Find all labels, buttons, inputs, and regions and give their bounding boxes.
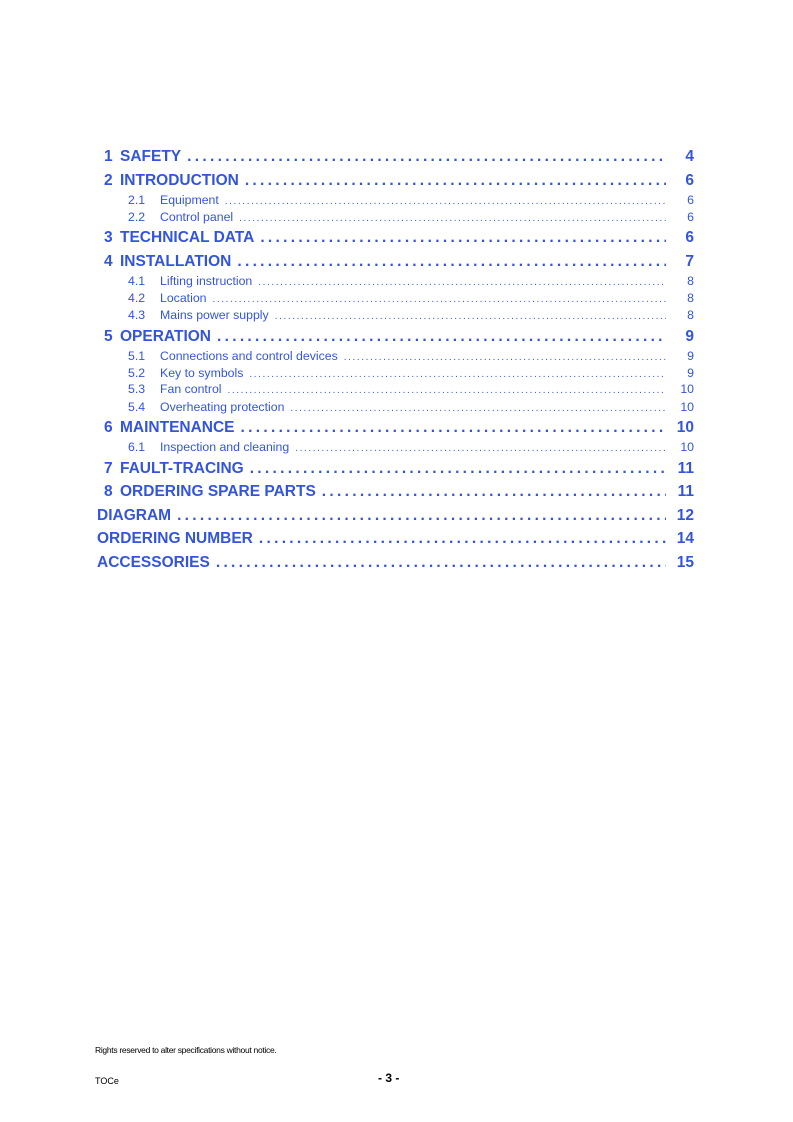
dot-leader: [216, 554, 666, 572]
toc-entry-title: Key to symbols: [160, 366, 244, 380]
toc-entry-number: 5.2: [128, 366, 146, 380]
toc-entry[interactable]: [0, 308, 793, 324]
dot-leader: [187, 148, 666, 166]
toc-entry[interactable]: [0, 419, 793, 439]
toc-entry-page: 7: [685, 253, 694, 270]
dot-leader: [249, 369, 666, 380]
toc-entry[interactable]: [0, 193, 793, 209]
dot-leader: [290, 403, 666, 414]
dot-leader: [237, 253, 666, 271]
toc-entry-title: INSTALLATION: [120, 253, 232, 270]
toc-entry[interactable]: [0, 328, 793, 348]
toc-entry[interactable]: [0, 229, 793, 249]
dot-leader: [217, 328, 666, 346]
toc-entry-page: 15: [676, 554, 694, 571]
toc-entry[interactable]: [0, 507, 793, 527]
dot-leader: [213, 294, 667, 305]
dot-leader: [260, 229, 666, 247]
dot-leader: [250, 460, 666, 478]
toc-entry-title: ORDERING NUMBER: [97, 530, 253, 547]
dot-leader: [241, 419, 666, 437]
toc-entry-link[interactable]: [104, 328, 694, 346]
toc-entry-title: Mains power supply: [160, 308, 269, 322]
toc-entry-title: Fan control: [160, 382, 222, 396]
toc-entry-page: 6: [685, 172, 694, 189]
document-code: TOCe: [95, 1076, 119, 1086]
toc-entry-link[interactable]: [97, 554, 694, 572]
toc-entry-link[interactable]: [104, 253, 694, 271]
toc-entry-page: 14: [676, 530, 694, 547]
toc-entry[interactable]: [0, 274, 793, 290]
toc-entry-number: 1: [104, 148, 113, 165]
toc-entry-title: Control panel: [160, 210, 234, 224]
toc-entry-number: 5.3: [128, 382, 146, 396]
dot-leader: [322, 483, 666, 501]
toc-entry[interactable]: [0, 253, 793, 273]
toc-entry-number: 5: [104, 328, 113, 345]
toc-entry-page: 6: [687, 210, 694, 224]
toc-entry-title: DIAGRAM: [97, 507, 172, 524]
toc-entry-number: 4: [104, 253, 113, 270]
dot-leader: [225, 196, 666, 207]
dot-leader: [259, 530, 666, 548]
toc-entry-link[interactable]: [104, 148, 694, 166]
toc-entry-page: 6: [685, 229, 694, 246]
toc-entry-link[interactable]: [128, 382, 694, 396]
toc-entry-link[interactable]: [104, 172, 694, 190]
dot-leader: [177, 507, 666, 525]
dot-leader: [239, 213, 666, 224]
toc-entry-number: 6: [104, 419, 113, 436]
toc-entry-link[interactable]: [128, 274, 694, 288]
dot-leader: [245, 172, 666, 190]
toc-entry-title: SAFETY: [120, 148, 182, 165]
toc-entry-page: 9: [687, 366, 694, 380]
toc-entry-page: 8: [687, 274, 694, 288]
toc-entry-number: 4.3: [128, 308, 146, 322]
toc-entry-number: 7: [104, 460, 113, 477]
toc-entry-title: MAINTENANCE: [120, 419, 235, 436]
toc-entry-link[interactable]: [128, 291, 694, 305]
toc-entry-page: 10: [680, 382, 694, 396]
toc-entry-page: 8: [687, 308, 694, 322]
toc-entry-link[interactable]: [128, 366, 694, 380]
toc-entry-link[interactable]: [104, 483, 694, 501]
toc-entry-link[interactable]: [104, 460, 694, 478]
toc-entry[interactable]: [0, 172, 793, 192]
dot-leader: [228, 385, 666, 396]
toc-entry-number: 5.1: [128, 349, 146, 363]
toc-entry-number: 4.1: [128, 274, 146, 288]
footer-note: Rights reserved to alter specifications without notice.: [95, 1045, 277, 1055]
toc-entry-title: Lifting instruction: [160, 274, 253, 288]
toc-entry-link[interactable]: [128, 193, 694, 207]
toc-entry[interactable]: [0, 210, 793, 226]
toc-entry-number: 2: [104, 172, 113, 189]
toc-entry-page: 8: [687, 291, 694, 305]
toc-entry-number: 5.4: [128, 400, 146, 414]
toc-entry[interactable]: [0, 148, 793, 168]
toc-entry-title: Connections and control devices: [160, 349, 338, 363]
toc-entry-link[interactable]: [128, 308, 694, 322]
toc-entry-title: Overheating protection: [160, 400, 285, 414]
dot-leader: [344, 352, 666, 363]
toc-entry-page: 11: [677, 483, 694, 500]
toc-entry-page: 4: [685, 148, 694, 165]
toc-entry-page: 10: [680, 440, 694, 454]
toc-entry-link[interactable]: [97, 530, 694, 548]
toc-entry-title: Inspection and cleaning: [160, 440, 290, 454]
toc-entry[interactable]: [0, 349, 793, 365]
toc-entry-link[interactable]: [97, 507, 694, 525]
toc-entry[interactable]: [0, 440, 793, 456]
dot-leader: [275, 311, 666, 322]
toc-entry-title: INTRODUCTION: [120, 172, 239, 189]
toc-entry[interactable]: [0, 460, 793, 480]
toc-entry-title: OPERATION: [120, 328, 211, 345]
toc-entry-page: 9: [687, 349, 694, 363]
toc-entry-link[interactable]: [128, 400, 694, 414]
toc-entry[interactable]: [0, 483, 793, 503]
toc-entry-page: 9: [685, 328, 694, 345]
toc-entry-link[interactable]: [128, 210, 694, 224]
toc-entry-number: 6.1: [128, 440, 146, 454]
toc-entry-title: ACCESSORIES: [97, 554, 210, 571]
toc-entry-number: 2.2: [128, 210, 146, 224]
toc-entry-page: 6: [687, 193, 694, 207]
toc-entry-title: FAULT-TRACING: [120, 460, 244, 477]
toc-entry-link[interactable]: [104, 229, 694, 247]
toc-entry[interactable]: [0, 400, 793, 416]
dot-leader: [258, 277, 666, 288]
toc-entry[interactable]: [0, 530, 793, 550]
toc-entry-link[interactable]: [128, 440, 694, 454]
toc-entry-page: 10: [676, 419, 694, 436]
toc-entry-number: 3: [104, 229, 113, 246]
toc-entry-number: 8: [104, 483, 113, 500]
toc-entry-page: 10: [680, 400, 694, 414]
toc-entry-title: Equipment: [160, 193, 219, 207]
toc-entry[interactable]: [0, 291, 793, 307]
dot-leader: [295, 443, 666, 454]
toc-entry-page: 11: [677, 460, 694, 477]
toc-entry-number: 4.2: [128, 291, 146, 305]
toc-entry-title: Location: [160, 291, 207, 305]
toc-entry-title: ORDERING SPARE PARTS: [120, 483, 316, 500]
toc-entry-link[interactable]: [104, 419, 694, 437]
toc-entry-number: 2.1: [128, 193, 146, 207]
toc-entry[interactable]: [0, 554, 793, 574]
toc-entry-link[interactable]: [128, 349, 694, 363]
page-number: - 3 -: [378, 1071, 400, 1085]
toc-entry[interactable]: [0, 366, 793, 382]
toc-entry-page: 12: [676, 507, 694, 524]
toc-entry[interactable]: [0, 382, 793, 398]
toc-entry-title: TECHNICAL DATA: [120, 229, 255, 246]
